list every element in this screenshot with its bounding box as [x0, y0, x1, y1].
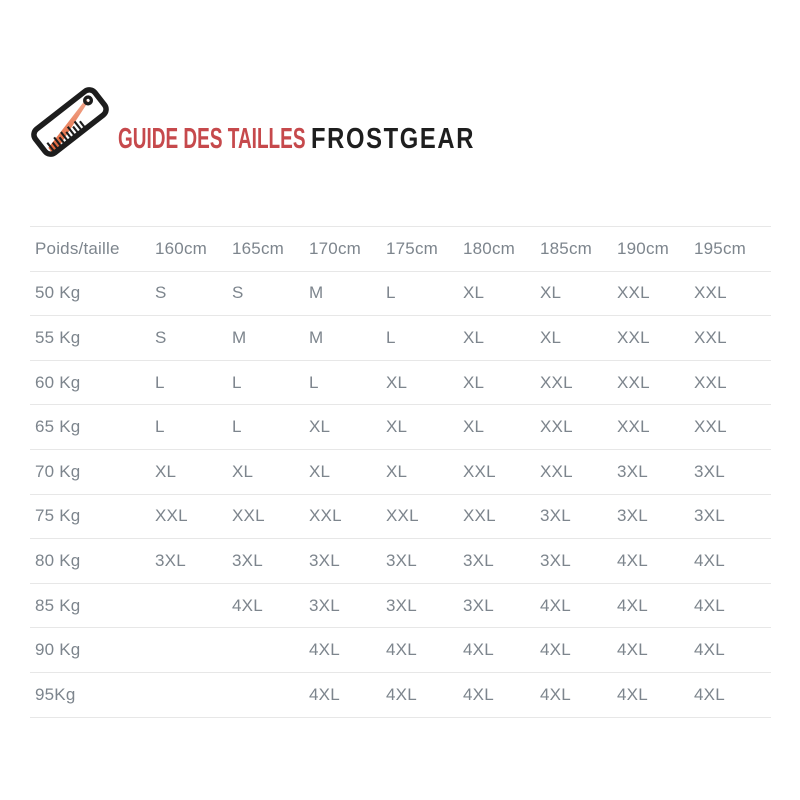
weight-cell: 95Kg [30, 672, 155, 717]
column-header-195cm: 195cm [694, 227, 771, 272]
table-row [30, 539, 771, 584]
table-row [30, 583, 771, 628]
size-table [30, 226, 771, 718]
size-cell: XL [463, 316, 540, 361]
size-cell: 4XL [463, 672, 540, 717]
table-row [30, 672, 771, 717]
size-cell: L [155, 360, 232, 405]
header [0, 0, 800, 200]
size-cell: L [155, 405, 232, 450]
size-cell: XXL [694, 360, 771, 405]
size-cell: S [155, 316, 232, 361]
size-cell: XL [386, 449, 463, 494]
size-cell: XL [540, 271, 617, 316]
size-cell: 4XL [386, 672, 463, 717]
table-header-row [30, 227, 771, 272]
size-cell: 4XL [463, 628, 540, 673]
size-cell: 3XL [232, 539, 309, 584]
table-row [30, 271, 771, 316]
size-cell: 4XL [694, 672, 771, 717]
size-cell: XXL [463, 449, 540, 494]
size-cell [155, 583, 232, 628]
size-cell: 4XL [309, 628, 386, 673]
size-cell: XL [463, 405, 540, 450]
size-cell: 3XL [155, 539, 232, 584]
size-cell: L [232, 360, 309, 405]
column-header-weight: Poids/taille [30, 227, 155, 272]
size-cell: 3XL [463, 583, 540, 628]
size-cell: XL [463, 271, 540, 316]
size-cell: XXL [155, 494, 232, 539]
size-cell: S [232, 271, 309, 316]
size-cell: L [386, 316, 463, 361]
size-cell: 4XL [309, 672, 386, 717]
size-cell: 4XL [694, 583, 771, 628]
brand-name: FROSTGEAR [311, 123, 476, 155]
column-header-170cm: 170cm [309, 227, 386, 272]
table-row [30, 449, 771, 494]
size-cell: XXL [463, 494, 540, 539]
size-cell: 3XL [540, 539, 617, 584]
weight-cell: 80 Kg [30, 539, 155, 584]
size-cell: 4XL [617, 583, 694, 628]
size-cell: L [232, 405, 309, 450]
table-row [30, 628, 771, 673]
size-cell: 3XL [694, 449, 771, 494]
size-cell [232, 628, 309, 673]
table-row [30, 316, 771, 361]
size-cell [155, 628, 232, 673]
guide-title: GUIDE DES TAILLES [118, 123, 306, 155]
size-cell: XL [309, 449, 386, 494]
size-cell: XXL [617, 405, 694, 450]
size-cell: 3XL [309, 583, 386, 628]
table-row [30, 494, 771, 539]
size-cell: XL [232, 449, 309, 494]
size-cell: M [309, 316, 386, 361]
size-cell: XL [463, 360, 540, 405]
weight-cell: 55 Kg [30, 316, 155, 361]
size-cell: XXL [694, 316, 771, 361]
column-header-175cm: 175cm [386, 227, 463, 272]
column-header-180cm: 180cm [463, 227, 540, 272]
size-cell: XXL [694, 271, 771, 316]
size-cell: XL [155, 449, 232, 494]
size-cell: L [386, 271, 463, 316]
table-row [30, 360, 771, 405]
size-cell: 3XL [386, 583, 463, 628]
weight-cell: 90 Kg [30, 628, 155, 673]
size-cell [232, 672, 309, 717]
size-cell: 4XL [232, 583, 309, 628]
size-cell [155, 672, 232, 717]
size-cell: 4XL [540, 672, 617, 717]
size-cell: XXL [694, 405, 771, 450]
size-cell: 3XL [617, 494, 694, 539]
column-header-160cm: 160cm [155, 227, 232, 272]
size-cell: L [309, 360, 386, 405]
size-cell: XXL [540, 449, 617, 494]
size-cell: XL [540, 316, 617, 361]
weight-cell: 50 Kg [30, 271, 155, 316]
size-cell: XXL [617, 360, 694, 405]
size-cell: 3XL [386, 539, 463, 584]
size-cell: 4XL [694, 628, 771, 673]
size-cell: M [309, 271, 386, 316]
size-cell: 3XL [463, 539, 540, 584]
size-cell: M [232, 316, 309, 361]
size-cell: XXL [617, 316, 694, 361]
size-cell: 3XL [617, 449, 694, 494]
size-cell: 3XL [694, 494, 771, 539]
weight-cell: 85 Kg [30, 583, 155, 628]
ruler-icon [26, 78, 114, 166]
size-cell: XL [386, 360, 463, 405]
size-cell: XL [309, 405, 386, 450]
size-cell: XXL [232, 494, 309, 539]
weight-cell: 70 Kg [30, 449, 155, 494]
weight-cell: 75 Kg [30, 494, 155, 539]
weight-cell: 60 Kg [30, 360, 155, 405]
size-cell: 4XL [617, 672, 694, 717]
size-cell: 4XL [617, 539, 694, 584]
size-cell: XXL [617, 271, 694, 316]
size-cell: 4XL [617, 628, 694, 673]
size-cell: XL [386, 405, 463, 450]
size-cell: 4XL [694, 539, 771, 584]
size-cell: 4XL [540, 628, 617, 673]
size-cell: S [155, 271, 232, 316]
column-header-190cm: 190cm [617, 227, 694, 272]
size-cell: 3XL [309, 539, 386, 584]
column-header-185cm: 185cm [540, 227, 617, 272]
size-cell: XXL [540, 405, 617, 450]
table-row [30, 405, 771, 450]
size-cell: XXL [309, 494, 386, 539]
size-cell: XXL [386, 494, 463, 539]
size-cell: 4XL [386, 628, 463, 673]
weight-cell: 65 Kg [30, 405, 155, 450]
column-header-165cm: 165cm [232, 227, 309, 272]
size-cell: 4XL [540, 583, 617, 628]
size-cell: 3XL [540, 494, 617, 539]
size-cell: XXL [540, 360, 617, 405]
